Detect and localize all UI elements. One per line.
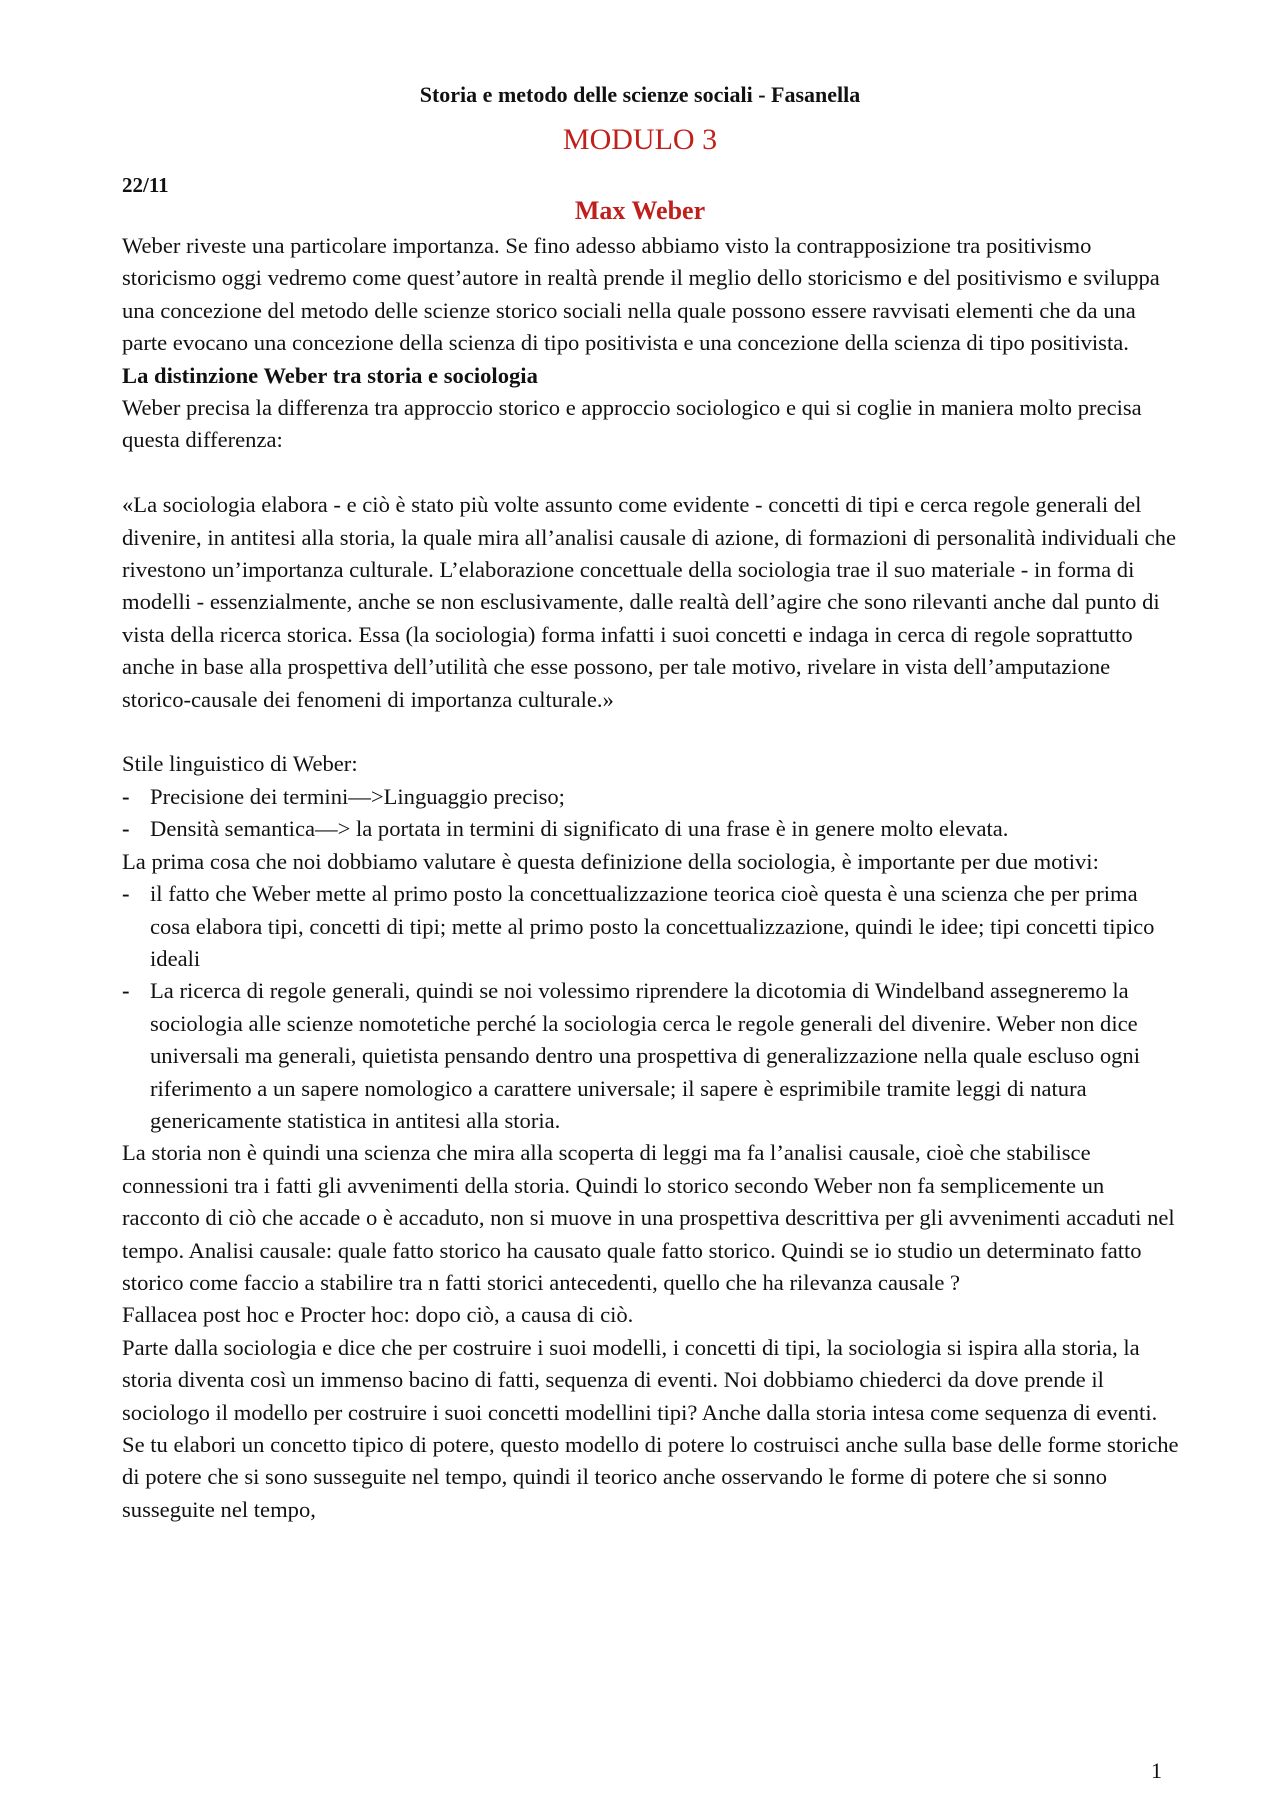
quote-block: «La sociologia elabora - e ciò è stato più volte assunto come evidente - concetti di tipi e cerca regole generali del divenire, in antitesi alla storia, la quale mira all’analisi causale di azione, di formazioni di personalità individuali che rivestono un’importanza culturale. L’elaborazione concettuale della sociologia trae il suo materiale - in forma di modelli - essenzialmente, anche se non esclusivamente, dalle realtà dell’agire che sono rilevanti anche dal punto di vista della ricerca storica. Essa (la sociologia) forma infatti i suoi concetti e indaga in cerca di regole soprattutto anche in base alla prospettiva dell’utilità che esse possono, per tale motivo, rivelare in vista dell’amputazione storico-causale dei fenomeni di importanza culturale.» bbox=[122, 492, 1177, 712]
module-title: MODULO 3 bbox=[562, 123, 718, 156]
lecture-date: 22/11 bbox=[122, 173, 169, 197]
list-item: - il fatto che Weber mette al primo posto la concettualizzazione teorica cioè questa è una scienza che per prima cosa elabora tipi, concetti di tipi; mette al primo posto la concettualizzazione, quindi le idee; tipi concetti tipico ideali bbox=[122, 878, 1182, 975]
dash-bullet: - bbox=[122, 783, 130, 809]
paragraph-sociologia: Parte dalla sociologia e dice che per costruire i suoi modelli, i concetti di tipi, la sociologia si ispira alla storia, la storia diventa così un immenso bacino di fatti, sequenza di eventi. Noi dobbiamo chiederci da dove prende il sociologo il modello per costruire i suoi concetti modellini tipi? Anche dalla storia intesa come sequenza di eventi. Se tu elabori un concetto tipico di potere, questo modello di potere lo costruisci anche sulla base delle forme storiche di potere che si sono susseguite nel tempo, quindi il teorico anche osservando le forme di potere che si sonno susseguite nel tempo, bbox=[122, 1334, 1179, 1522]
style-list bbox=[122, 781, 1182, 846]
paragraph-fallacea: Fallacea post hoc e Procter hoc: dopo ciò, a causa di ciò. bbox=[122, 1302, 634, 1328]
dash-bullet: - bbox=[122, 816, 130, 842]
blank-line bbox=[122, 457, 1182, 489]
list-item: - La ricerca di regole generali, quindi se noi volessimo riprendere la dicotomia di Windelband assegneremo la sociologia alle scienze nomotetiche perché la sociologia cerca le regole generali del divenire. Weber non dice universali ma generali, quietista pensando dentro una prospettiva di generalizzazione nella quale escluso ogni riferimento a un sapere nomologico a carattere universale; il sapere è esprimibile tramite leggi di natura genericamente statistica in antitesi alla storia. bbox=[122, 975, 1182, 1137]
subheading-storia-sociologia: La distinzione Weber tra storia e sociologia bbox=[122, 362, 538, 388]
dash-bullet: - bbox=[122, 881, 130, 907]
dash-bullet: - bbox=[122, 978, 130, 1004]
paragraph-storia: La storia non è quindi una scienza che mira alla scoperta di leggi ma fa l’analisi causale, cioè che stabilisce connessioni tra i fatti gli avvenimenti della storia. Quindi lo storico secondo Weber non fa semplicemente un racconto di ciò che accade o è accaduto, non si muove in una prospettiva descrittiva per gli avvenimenti accaduti nel tempo. Analisi causale: quale fatto storico ha causato quale fatto storico. Quindi se io studio un determinato fatto storico come faccio a stabilire tra n fatti storici antecedenti, quello che ha rilevanza causale ? bbox=[122, 1140, 1175, 1295]
section-title: Max Weber bbox=[574, 196, 706, 225]
paragraph-differenza: Weber precisa la differenza tra approccio storico e approccio sociologico e qui si coglie in maniera molto precisa questa differenza: bbox=[122, 395, 1142, 453]
page-number: 1 bbox=[1151, 1758, 1162, 1783]
paragraph-definizione: La prima cosa che noi dobbiamo valutare è questa definizione della sociologia, è importante per due motivi: bbox=[122, 848, 1099, 874]
blank-line bbox=[122, 716, 1182, 748]
style-intro: Stile linguistico di Weber: bbox=[122, 751, 358, 777]
list-item: - Precisione dei termini—>Linguaggio preciso; bbox=[122, 781, 1182, 813]
document-body bbox=[122, 230, 1182, 1526]
document-title: Storia e metodo delle scienze sociali - Fasanella bbox=[419, 82, 861, 107]
paragraph-intro: Weber riveste una particolare importanza. Se fino adesso abbiamo visto la contrapposizione tra positivismo storicismo oggi vedremo come quest’autore in realtà prende il meglio dello storicismo e del positivismo e sviluppa una concezione del metodo delle scienze storico sociali nella quale possono essere ravvisati elementi che da una parte evocano una concezione della scienza di tipo positivista e una concezione della scienza di tipo positivista. bbox=[122, 233, 1160, 356]
list-item: - Densità semantica—> la portata in termini di significato di una frase è in genere molto elevata. bbox=[122, 813, 1182, 845]
reasons-list bbox=[122, 878, 1182, 1137]
